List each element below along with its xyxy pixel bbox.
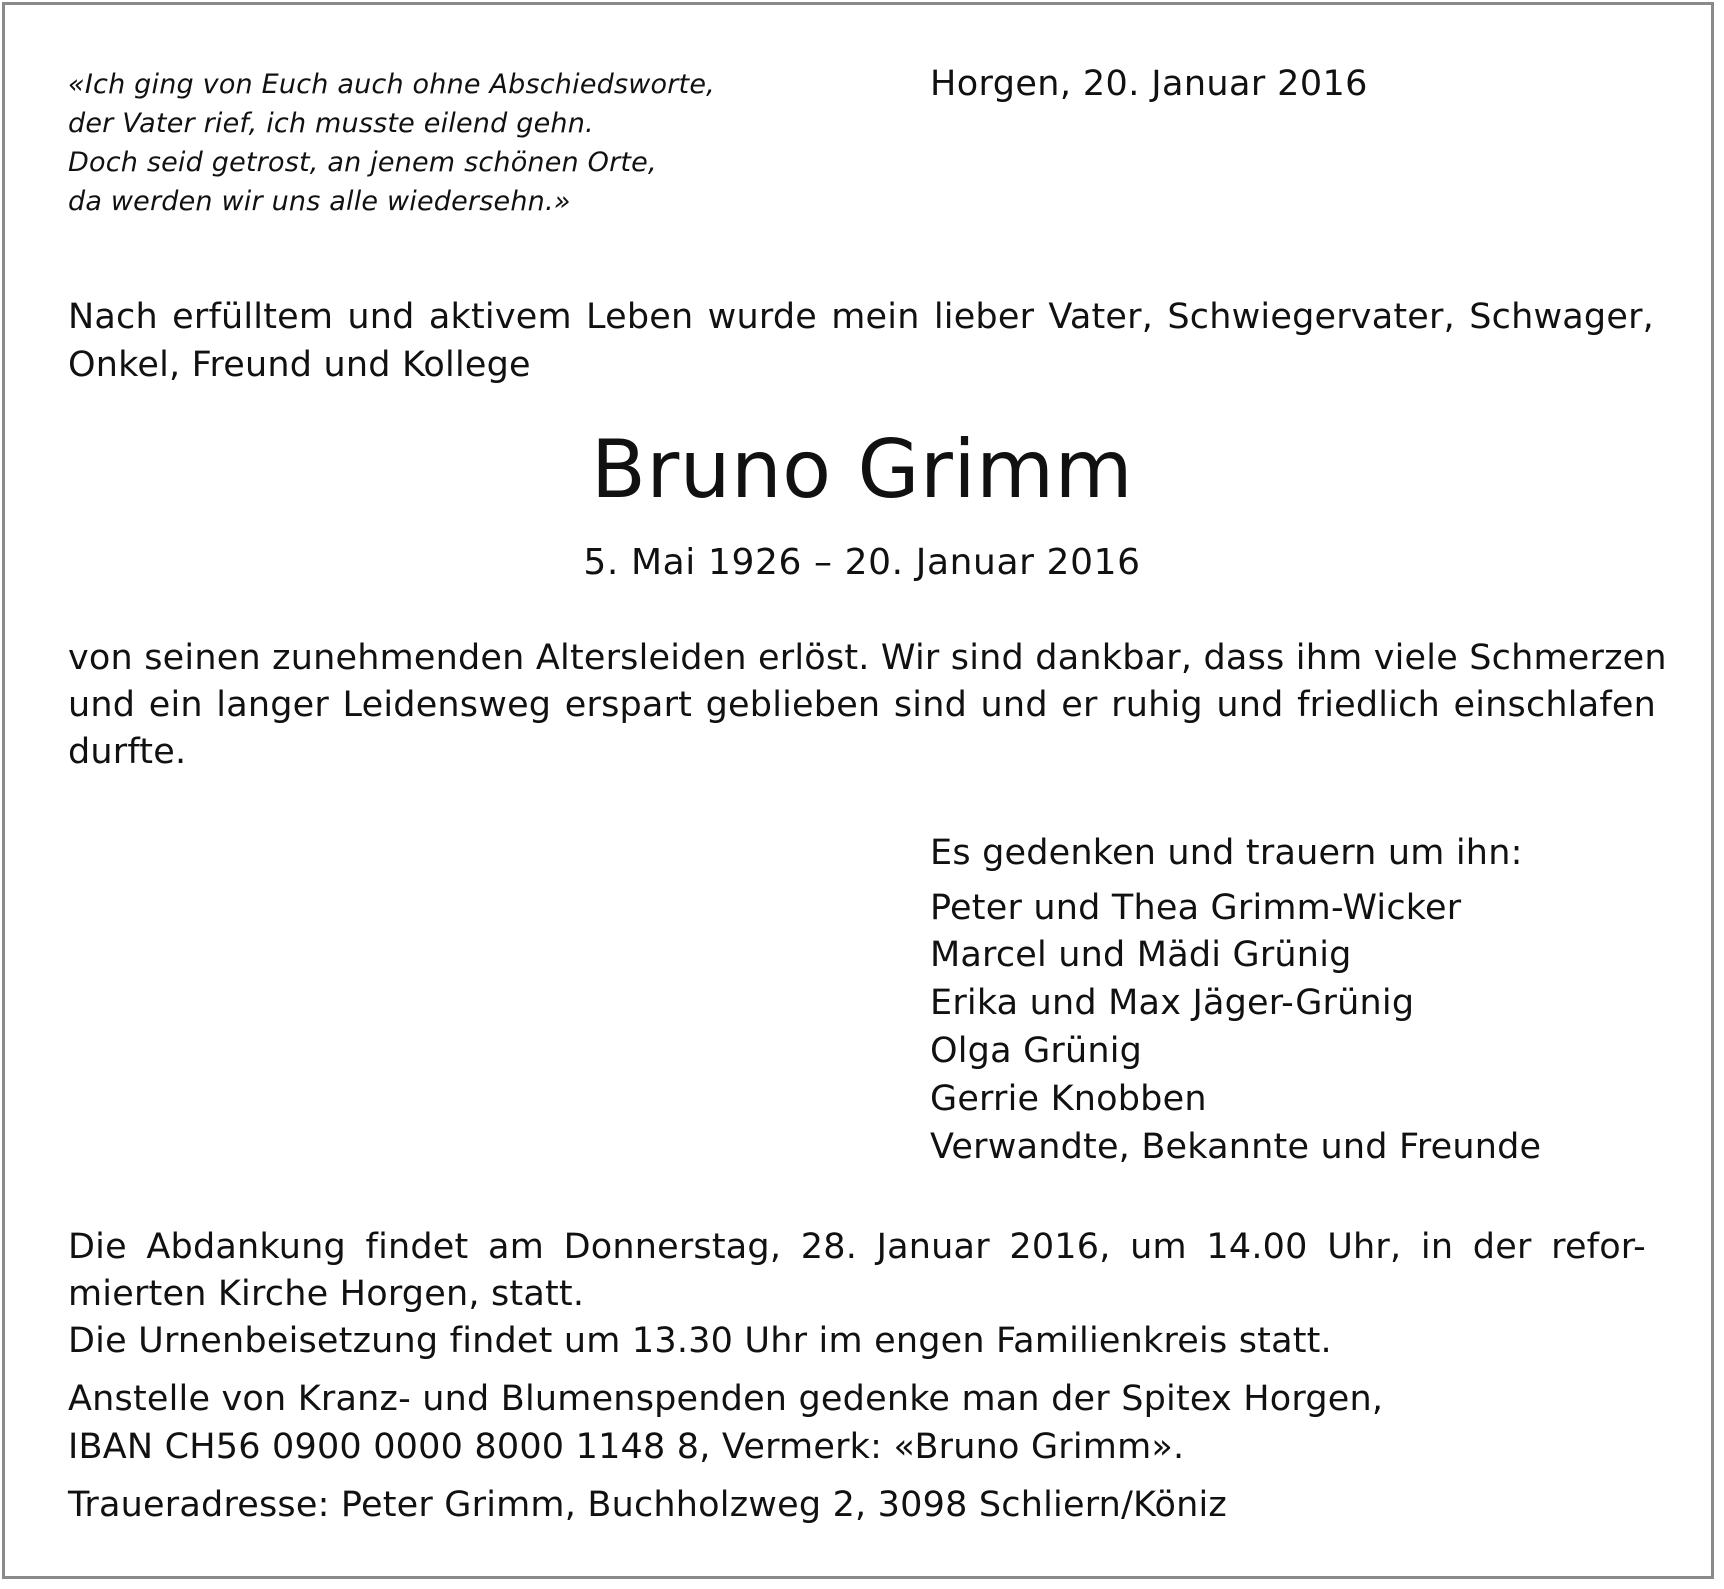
relief-line: von seinen zunehmenden Altersleiden erlöst. Wir sind dankbar, dass ihm viele Schmerzen: [68, 638, 1667, 678]
donation-line: IBAN CH56 0900 0000 8000 1148 8, Vermerk: «Bruno Grimm».: [68, 1427, 1185, 1467]
ceremony-line: Die Urnenbeisetzung findet um 13.30 Uhr im engen Familienkreis statt.: [68, 1321, 1332, 1361]
mourner-entry: Olga Grünig: [930, 1031, 1143, 1071]
deceased-name: Bruno Grimm: [590, 423, 1134, 516]
mourners-heading: Es gedenken und trauern um ihn:: [930, 833, 1523, 873]
place-date: Horgen, 20. Januar 2016: [930, 64, 1368, 104]
mourner-entry: Verwandte, Bekannte und Freunde: [930, 1127, 1542, 1167]
mourner-entry: Marcel und Mädi Grünig: [930, 935, 1352, 975]
donation-line: Anstelle von Kranz- und Blumenspenden gedenke man der Spitex Horgen,: [68, 1379, 1384, 1419]
poem-line: der Vater rief, ich musste eilend gehn.: [68, 108, 594, 139]
mourner-entry: Peter und Thea Grimm-Wicker: [930, 888, 1462, 928]
mourner-entry: Erika und Max Jäger-Grünig: [930, 983, 1415, 1023]
life-dates: 5. Mai 1926 – 20. Januar 2016: [583, 542, 1141, 583]
intro-line: Onkel, Freund und Kollege: [68, 345, 531, 385]
mourner-entry: Gerrie Knobben: [930, 1079, 1207, 1119]
mourning-address: Traueradresse: Peter Grimm, Buchholzweg 2, 3098 Schliern/Köniz: [68, 1485, 1227, 1525]
poem-line: «Ich ging von Euch auch ohne Abschiedsworte,: [68, 69, 715, 100]
relief-line: und ein langer Leidensweg erspart geblieben sind und er ruhig und friedlich einschlafen: [68, 685, 1656, 725]
ceremony-line: Die Abdankung findet am Donnerstag, 28. Januar 2016, um 14.00 Uhr, in der refor-: [68, 1227, 1646, 1267]
poem-line: Doch seid getrost, an jenem schönen Orte,: [68, 147, 657, 178]
ceremony-line: mierten Kirche Horgen, statt.: [68, 1274, 585, 1314]
relief-line: durfte.: [68, 732, 187, 772]
poem-line: da werden wir uns alle wiedersehn.»: [68, 186, 571, 217]
intro-line: Nach erfülltem und aktivem Leben wurde mein lieber Vater, Schwiegervater, Schwager,: [68, 297, 1654, 337]
